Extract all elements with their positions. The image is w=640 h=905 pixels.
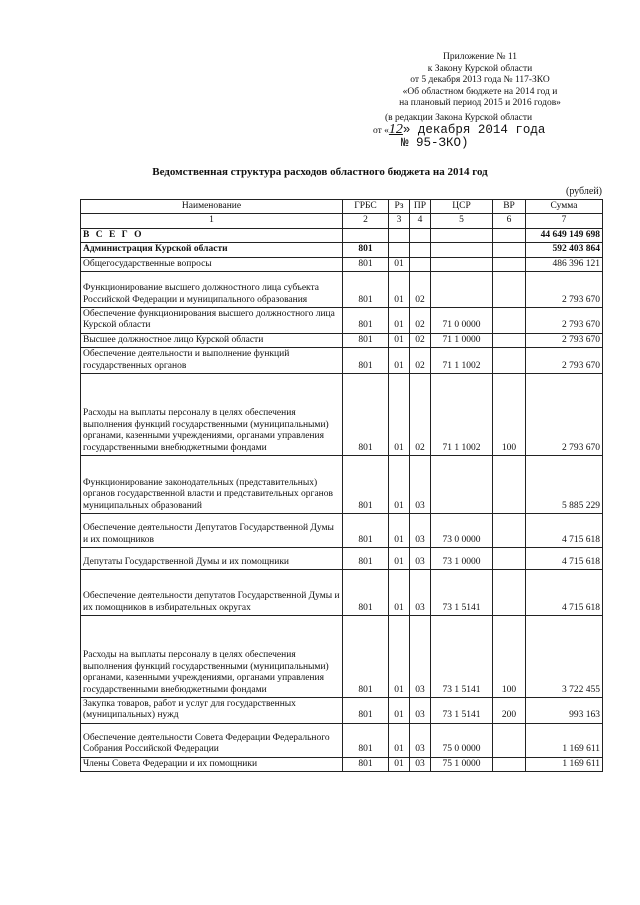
cell-grbs: 801 [343, 243, 389, 257]
column-number-row [81, 214, 603, 228]
cell-rz: 01 [389, 757, 410, 771]
cell-rz: 01 [389, 257, 410, 271]
column-number: 2 [343, 214, 389, 228]
cell-sum: 2 793 670 [526, 348, 603, 374]
table-header-row [81, 200, 603, 214]
header-csr: ЦСР [431, 200, 493, 214]
cell-vr: 200 [493, 698, 526, 724]
cell-grbs: 801 [343, 348, 389, 374]
cell-name: В С Е Г О [81, 228, 343, 242]
cell-vr [493, 257, 526, 271]
cell-rz: 01 [389, 698, 410, 724]
column-number: 7 [526, 214, 603, 228]
cell-rz: 01 [389, 272, 410, 308]
cell-vr [493, 272, 526, 308]
cell-pr: 03 [410, 570, 431, 616]
cell-pr: 03 [410, 723, 431, 757]
edition-number: № 95-ЗКО) [401, 136, 469, 150]
cell-rz [389, 243, 410, 257]
cell-vr [493, 308, 526, 334]
cell-sum: 4 715 618 [526, 514, 603, 548]
cell-csr: 71 0 0000 [431, 308, 493, 334]
cell-csr [431, 228, 493, 242]
column-number: 6 [493, 214, 526, 228]
table-row [81, 570, 603, 616]
cell-pr: 02 [410, 308, 431, 334]
cell-grbs: 801 [343, 548, 389, 570]
cell-grbs: 801 [343, 757, 389, 771]
cell-name: Закупка товаров, работ и услуг для государственных (муниципальных) нужд [81, 698, 343, 724]
cell-vr [493, 243, 526, 257]
cell-sum: 1 169 611 [526, 723, 603, 757]
cell-name: Депутаты Государственной Думы и их помощники [81, 548, 343, 570]
cell-vr [493, 514, 526, 548]
cell-sum: 592 403 864 [526, 243, 603, 257]
table-row [81, 333, 603, 347]
cell-sum: 5 885 229 [526, 456, 603, 514]
cell-pr: 03 [410, 698, 431, 724]
table-row [81, 374, 603, 456]
table-row [81, 456, 603, 514]
table-row [81, 257, 603, 271]
cell-name: Обеспечение деятельности Депутатов Государственной Думы и их помощников [81, 514, 343, 548]
cell-name: Функционирование высшего должностного лица субъекта Российской Федерации и муниципального образования [81, 272, 343, 308]
appendix-line: Приложение № 11 [443, 52, 517, 62]
cell-rz: 01 [389, 616, 410, 698]
cell-vr [493, 548, 526, 570]
header-rz: Рз [389, 200, 410, 214]
cell-csr: 73 1 5141 [431, 698, 493, 724]
cell-pr: 02 [410, 348, 431, 374]
cell-csr: 73 0 0000 [431, 514, 493, 548]
cell-grbs: 801 [343, 272, 389, 308]
cell-rz: 01 [389, 308, 410, 334]
cell-name: Обеспечение деятельности Совета Федерации Федерального Собрания Российской Федерации [81, 723, 343, 757]
cell-csr: 71 1 0000 [431, 333, 493, 347]
cell-vr [493, 757, 526, 771]
cell-rz: 01 [389, 514, 410, 548]
edition-from: от « [373, 126, 389, 136]
cell-vr [493, 456, 526, 514]
table-row [81, 514, 603, 548]
cell-csr [431, 257, 493, 271]
cell-sum: 2 793 670 [526, 272, 603, 308]
cell-vr [493, 348, 526, 374]
table-row [81, 272, 603, 308]
cell-sum: 2 793 670 [526, 308, 603, 334]
cell-sum: 3 722 455 [526, 616, 603, 698]
appendix-line: от 5 декабря 2013 года № 117-ЗКО [410, 75, 550, 85]
cell-vr: 100 [493, 616, 526, 698]
budget-table [80, 199, 603, 772]
cell-grbs: 801 [343, 257, 389, 271]
cell-vr [493, 333, 526, 347]
cell-name: Обеспечение деятельности депутатов Государственной Думы и их помощников в избирательных округах [81, 570, 343, 616]
cell-rz [389, 228, 410, 242]
cell-sum: 993 163 [526, 698, 603, 724]
header-pr: ПР [410, 200, 431, 214]
cell-grbs: 801 [343, 456, 389, 514]
cell-csr: 75 1 0000 [431, 757, 493, 771]
column-number: 5 [431, 214, 493, 228]
edition-date: » декабря 2014 года [402, 123, 546, 137]
cell-csr [431, 243, 493, 257]
edition-stamp [373, 113, 633, 149]
cell-pr: 02 [410, 374, 431, 456]
table-row [81, 228, 603, 242]
cell-name: Обеспечение деятельности и выполнение функций государственных органов [81, 348, 343, 374]
cell-rz: 01 [389, 548, 410, 570]
cell-grbs: 801 [343, 570, 389, 616]
cell-sum: 1 169 611 [526, 757, 603, 771]
cell-pr: 03 [410, 757, 431, 771]
cell-rz: 01 [389, 456, 410, 514]
column-number: 4 [410, 214, 431, 228]
cell-rz: 01 [389, 570, 410, 616]
cell-pr: 03 [410, 548, 431, 570]
appendix-line: на плановый период 2015 и 2016 годов» [399, 98, 561, 108]
cell-name: Обеспечение функционирования высшего должностного лица Курской области [81, 308, 343, 334]
cell-pr [410, 243, 431, 257]
cell-sum: 2 793 670 [526, 333, 603, 347]
cell-csr: 71 1 1002 [431, 374, 493, 456]
cell-vr [493, 723, 526, 757]
table-row [81, 243, 603, 257]
column-number: 1 [81, 214, 343, 228]
table-row [81, 308, 603, 334]
cell-csr: 73 1 5141 [431, 616, 493, 698]
cell-rz: 01 [389, 348, 410, 374]
cell-name: Общегосударственные вопросы [81, 257, 343, 271]
cell-pr [410, 228, 431, 242]
cell-sum: 2 793 670 [526, 374, 603, 456]
cell-csr [431, 456, 493, 514]
table-row [81, 616, 603, 698]
cell-grbs: 801 [343, 723, 389, 757]
cell-vr: 100 [493, 374, 526, 456]
cell-pr: 03 [410, 456, 431, 514]
cell-sum: 4 715 618 [526, 548, 603, 570]
cell-csr [431, 272, 493, 308]
cell-grbs: 801 [343, 374, 389, 456]
cell-pr: 02 [410, 333, 431, 347]
header-vr: ВР [493, 200, 526, 214]
cell-name: Расходы на выплаты персоналу в целях обеспечения выполнения функций государственными (муниципальными) органами, казенными учреждениями, органами управления государственными внебюджетными фондами [81, 374, 343, 456]
cell-csr: 71 1 1002 [431, 348, 493, 374]
cell-name: Администрация Курской области [81, 243, 343, 257]
appendix-header [380, 52, 580, 110]
cell-grbs: 801 [343, 698, 389, 724]
table-row [81, 548, 603, 570]
cell-grbs: 801 [343, 514, 389, 548]
header-grbs: ГРБС [343, 200, 389, 214]
cell-vr [493, 228, 526, 242]
units-label: (рублей) [565, 186, 602, 197]
appendix-line: к Закону Курской области [427, 63, 533, 74]
edition-note: (в редакции Закона Курской области [385, 113, 533, 123]
cell-rz: 01 [389, 374, 410, 456]
cell-pr: 02 [410, 272, 431, 308]
cell-csr: 73 1 5141 [431, 570, 493, 616]
cell-grbs: 801 [343, 308, 389, 334]
cell-name: Функционирование законодательных (представительных) органов государственной власти и представительных органов муниципальных образований [81, 456, 343, 514]
cell-grbs [343, 228, 389, 242]
cell-pr: 03 [410, 616, 431, 698]
column-number: 3 [389, 214, 410, 228]
cell-sum: 486 396 121 [526, 257, 603, 271]
budget-table-body [81, 228, 603, 771]
cell-sum: 44 649 149 698 [526, 228, 603, 242]
cell-name: Расходы на выплаты персоналу в целях обеспечения выполнения функций государственными (муниципальными) органами, казенными учреждениями, органами управления государственными внебюджетными фондами [81, 616, 343, 698]
header-sum: Сумма [526, 200, 603, 214]
table-row [81, 348, 603, 374]
table-row [81, 723, 603, 757]
cell-csr: 73 1 0000 [431, 548, 493, 570]
header-name: Наименование [81, 200, 343, 214]
cell-csr: 75 0 0000 [431, 723, 493, 757]
edition-day: 12 [388, 122, 403, 137]
cell-name: Члены Совета Федерации и их помощники [81, 757, 343, 771]
cell-sum: 4 715 618 [526, 570, 603, 616]
cell-rz: 01 [389, 333, 410, 347]
cell-grbs: 801 [343, 333, 389, 347]
cell-vr [493, 570, 526, 616]
appendix-line: «Об областном бюджете на 2014 год и [402, 86, 558, 97]
cell-pr [410, 257, 431, 271]
cell-grbs: 801 [343, 616, 389, 698]
cell-rz: 01 [389, 723, 410, 757]
cell-pr: 03 [410, 514, 431, 548]
cell-name: Высшее должностное лицо Курской области [81, 333, 343, 347]
table-row [81, 698, 603, 724]
document-title: Ведомственная структура расходов областного бюджета на 2014 год [152, 166, 488, 178]
table-row [81, 757, 603, 771]
